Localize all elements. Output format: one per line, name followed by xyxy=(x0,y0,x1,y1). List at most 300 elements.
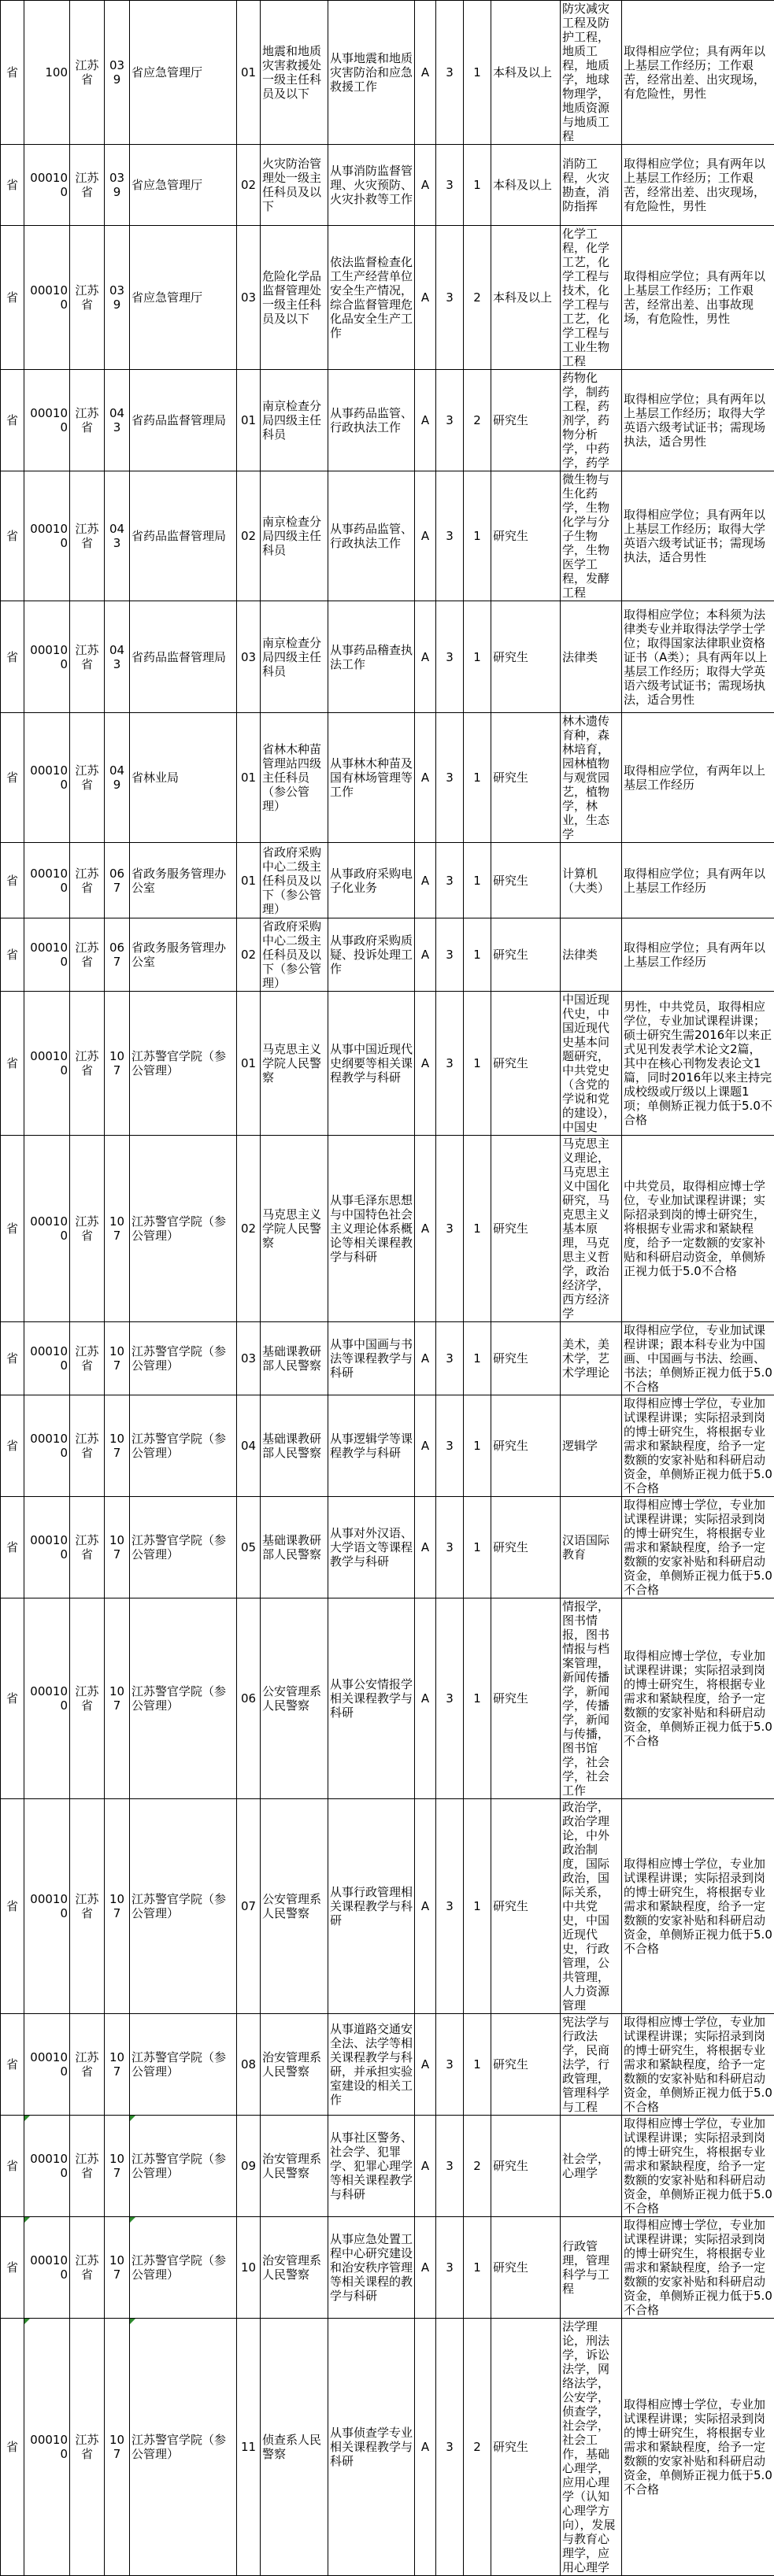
category-cell: A xyxy=(415,713,436,843)
ratio-cell: 3 xyxy=(436,918,464,992)
requirements-cell: 男性，中共党员，取得相应学位，专业加试课程讲课；硕士研究生需2016年以来正式见刊发表学术论文2篇，其中在核心刊物发表论文1篇，同时2016年以来主持完成校级或厅级以上课题1项；单侧矫正视力低于5.0不合格 xyxy=(622,992,774,1136)
position-code-cell: 02 xyxy=(237,145,261,226)
major-cell: 宪法学与行政法学，民商法学，行政管理，管理科学与工程 xyxy=(561,2014,622,2116)
unit-code-cell: 000100 xyxy=(24,1497,70,1598)
category-cell: A xyxy=(415,1395,436,1497)
position-code-cell: 05 xyxy=(237,1497,261,1598)
table-row xyxy=(1,918,774,992)
province-cell: 江苏省 xyxy=(70,1799,105,2014)
ratio-cell: 3 xyxy=(436,370,464,471)
unit-code-cell: 000100 xyxy=(24,918,70,992)
level-cell: 省 xyxy=(1,2116,24,2217)
major-cell: 马克思主义理论，马克思主义中国化研究，马克思主义基本原理，马克思主义哲学，政治经济学，西方经济学 xyxy=(561,1136,622,1322)
province-cell: 江苏省 xyxy=(70,2217,105,2319)
province-cell: 江苏省 xyxy=(70,2014,105,2116)
education-cell: 研究生 xyxy=(491,1322,561,1395)
position-code-cell: 06 xyxy=(237,1598,261,1799)
position-name-cell: 马克思主义学院人民警察 xyxy=(261,992,328,1136)
major-cell: 美术，美术学，艺术学理论 xyxy=(561,1322,622,1395)
education-cell: 研究生 xyxy=(491,471,561,601)
level-cell: 省 xyxy=(1,992,24,1136)
level-cell: 省 xyxy=(1,2319,24,2576)
headcount-cell: 1 xyxy=(464,992,491,1136)
duty-cell: 从事公安情报学相关课程教学与科研 xyxy=(328,1598,415,1799)
requirements-cell: 取得相应学位；具有两年以上基层工作经历；取得大学英语六级考试证书；需现场执法，适合男性 xyxy=(622,471,774,601)
major-cell: 行政管理，管理科学与工程 xyxy=(561,2217,622,2319)
unit-code-cell: 000100 xyxy=(24,145,70,226)
department-cell: 江苏警官学院（参公管理） xyxy=(130,1799,237,2014)
ratio-cell: 3 xyxy=(436,713,464,843)
duty-cell: 从事中国近现代史纲要等相关课程教学与科研 xyxy=(328,992,415,1136)
province-cell: 江苏省 xyxy=(70,2319,105,2576)
education-cell: 研究生 xyxy=(491,992,561,1136)
headcount-cell: 1 xyxy=(464,843,491,918)
dept-code-cell: 039 xyxy=(105,226,130,370)
duty-cell: 从事逻辑学等课程教学与科研 xyxy=(328,1395,415,1497)
dept-code-cell: 043 xyxy=(105,370,130,471)
dept-code-cell: 043 xyxy=(105,601,130,713)
position-code-cell: 04 xyxy=(237,1395,261,1497)
department-cell: 省林业局 xyxy=(130,713,237,843)
duty-cell: 从事行政管理相关课程教学与科研 xyxy=(328,1799,415,2014)
unit-code-cell: 000100 xyxy=(24,1395,70,1497)
province-cell: 江苏省 xyxy=(70,1322,105,1395)
duty-cell: 从事政府采购质疑、投诉处理工作 xyxy=(328,918,415,992)
headcount-cell: 1 xyxy=(464,2217,491,2319)
headcount-cell: 1 xyxy=(464,918,491,992)
ratio-cell: 3 xyxy=(436,1598,464,1799)
department-cell: 省应急管理厅 xyxy=(130,1,237,145)
table-row xyxy=(1,601,774,713)
dept-code-cell: 107 xyxy=(105,2014,130,2116)
duty-cell: 从事消防监督管理、火灾预防、火灾扑救等工作 xyxy=(328,145,415,226)
headcount-cell: 1 xyxy=(464,1136,491,1322)
requirements-cell: 取得相应博士学位，专业加试课程讲课；实际招录到岗的博士研究生，将根据专业需求和紧缺程度，给予一定数额的安家补贴和科研启动资金，单侧矫正视力低于5.0不合格 xyxy=(622,1497,774,1598)
duty-cell: 从事社区警务、社会学、犯罪学、犯罪心理学等相关课程教学与科研 xyxy=(328,2116,415,2217)
position-name-cell: 马克思主义学院人民警察 xyxy=(261,1136,328,1322)
duty-cell: 从事应急处置工程中心研究建设和治安秩序管理等相关课程的教学与科研 xyxy=(328,2217,415,2319)
category-cell: A xyxy=(415,2217,436,2319)
department-cell: 江苏警官学院（参公管理） xyxy=(130,2217,237,2319)
department-cell: 省政务服务管理办公室 xyxy=(130,918,237,992)
position-name-cell: 南京检查分局四级主任科员 xyxy=(261,471,328,601)
level-cell: 省 xyxy=(1,1799,24,2014)
position-code-cell: 02 xyxy=(237,918,261,992)
unit-code-cell: 100 xyxy=(24,1,70,145)
education-cell: 本科及以上 xyxy=(491,226,561,370)
position-name-cell: 危险化学品监督管理处一级主任科员及以下 xyxy=(261,226,328,370)
table-row xyxy=(1,2014,774,2116)
education-cell: 研究生 xyxy=(491,1136,561,1322)
unit-code-cell: 000100 xyxy=(24,370,70,471)
education-cell: 研究生 xyxy=(491,2014,561,2116)
table-row xyxy=(1,145,774,226)
ratio-cell: 3 xyxy=(436,1799,464,2014)
category-cell: A xyxy=(415,1497,436,1598)
category-cell: A xyxy=(415,1598,436,1799)
province-cell: 江苏省 xyxy=(70,226,105,370)
requirements-cell: 取得相应学位，专业加试课程讲课；跟本科专业为中国画、中国画与书法、绘画、书法；单侧矫正视力低于5.0不合格 xyxy=(622,1322,774,1395)
major-cell: 法律类 xyxy=(561,918,622,992)
department-cell: 江苏警官学院（参公管理） xyxy=(130,1322,237,1395)
dept-code-cell: 107 xyxy=(105,992,130,1136)
level-cell: 省 xyxy=(1,1395,24,1497)
headcount-cell: 1 xyxy=(464,1322,491,1395)
position-code-cell: 02 xyxy=(237,471,261,601)
level-cell: 省 xyxy=(1,370,24,471)
unit-code-cell: 000100 xyxy=(24,992,70,1136)
table-row xyxy=(1,1136,774,1322)
table-row xyxy=(1,2319,774,2576)
position-name-cell: 治安管理系人民警察 xyxy=(261,2014,328,2116)
headcount-cell: 1 xyxy=(464,713,491,843)
category-cell: A xyxy=(415,601,436,713)
table-row xyxy=(1,2217,774,2319)
ratio-cell: 3 xyxy=(436,992,464,1136)
requirements-cell: 取得相应学位；具有两年以上基层工作经历；工作艰苦，经常出差、出事故现场，有危险性，男性 xyxy=(622,226,774,370)
position-code-cell: 02 xyxy=(237,1136,261,1322)
unit-code-cell: 000100 xyxy=(24,1322,70,1395)
requirements-cell: 取得相应博士学位，专业加试课程讲课；实际招录到岗的博士研究生，将根据专业需求和紧缺程度，给予一定数额的安家补贴和科研启动资金，单侧矫正视力低于5.0不合格 xyxy=(622,2217,774,2319)
position-code-cell: 07 xyxy=(237,1799,261,2014)
dept-code-cell: 067 xyxy=(105,918,130,992)
unit-code-cell: 000100 xyxy=(24,1799,70,2014)
table-row xyxy=(1,471,774,601)
ratio-cell: 3 xyxy=(436,843,464,918)
department-cell: 省应急管理厅 xyxy=(130,145,237,226)
education-cell: 研究生 xyxy=(491,2217,561,2319)
position-name-cell: 省政府采购中心二级主任科员及以下（参公管理） xyxy=(261,918,328,992)
table-row xyxy=(1,370,774,471)
ratio-cell: 3 xyxy=(436,2319,464,2576)
duty-cell: 从事药品稽查执法工作 xyxy=(328,601,415,713)
department-cell: 省药品监督管理局 xyxy=(130,370,237,471)
department-cell: 江苏警官学院（参公管理） xyxy=(130,992,237,1136)
level-cell: 省 xyxy=(1,843,24,918)
dept-code-cell: 039 xyxy=(105,145,130,226)
education-cell: 研究生 xyxy=(491,713,561,843)
position-code-cell: 03 xyxy=(237,226,261,370)
position-name-cell: 侦查系人民警察 xyxy=(261,2319,328,2576)
unit-code-cell: 000100 xyxy=(24,601,70,713)
table-row xyxy=(1,1395,774,1497)
category-cell: A xyxy=(415,226,436,370)
province-cell: 江苏省 xyxy=(70,1598,105,1799)
major-cell: 中国近现代史，中国近现代史基本问题研究，中共党史（含党的学说和党的建设），中国史 xyxy=(561,992,622,1136)
table-row xyxy=(1,1799,774,2014)
ratio-cell: 3 xyxy=(436,1395,464,1497)
province-cell: 江苏省 xyxy=(70,843,105,918)
unit-code-cell: 000100 xyxy=(24,713,70,843)
requirements-cell: 取得相应博士学位，专业加试课程讲课；实际招录到岗的博士研究生，将根据专业需求和紧缺程度，给予一定数额的安家补贴和科研启动资金，单侧矫正视力低于5.0不合格 xyxy=(622,1598,774,1799)
dept-code-cell: 043 xyxy=(105,471,130,601)
unit-code-cell: 000100 xyxy=(24,2217,70,2319)
category-cell: A xyxy=(415,370,436,471)
position-code-cell: 01 xyxy=(237,370,261,471)
requirements-cell: 取得相应学位；本科须为法律类专业并取得法学学士学位；取得国家法律职业资格证书（A类）；具有两年以上基层工作经历；取得大学英语六级考试证书；需现场执法，适合男性 xyxy=(622,601,774,713)
major-cell: 政治学，政治学理论，中外政治制度，国际政治，国际关系，中共党史，中国近现代史，行政管理，公共管理，人力资源管理 xyxy=(561,1799,622,2014)
major-cell: 法学理论，刑法学，诉讼法学，网络法学，公安学，侦查学，社会学，社会工作，基础心理学，应用心理学（认知心理学方向），发展与教育心理学，应用心理学 xyxy=(561,2319,622,2576)
table-row xyxy=(1,1598,774,1799)
position-code-cell: 08 xyxy=(237,2014,261,2116)
dept-code-cell: 107 xyxy=(105,2319,130,2576)
province-cell: 江苏省 xyxy=(70,992,105,1136)
category-cell: A xyxy=(415,471,436,601)
position-name-cell: 南京检查分局四级主任科员 xyxy=(261,601,328,713)
duty-cell: 从事林木种苗及国有林场管理等工作 xyxy=(328,713,415,843)
major-cell: 汉语国际教育 xyxy=(561,1497,622,1598)
position-code-cell: 01 xyxy=(237,843,261,918)
dept-code-cell: 107 xyxy=(105,1497,130,1598)
major-cell: 情报学，图书情报，图书情报与档案管理，新闻传播学，新闻学，传播学，新闻与传播，图书馆学，社会学，社会工作 xyxy=(561,1598,622,1799)
category-cell: A xyxy=(415,1136,436,1322)
major-cell: 逻辑学 xyxy=(561,1395,622,1497)
major-cell: 药物化学，制药工程，药剂学，药物分析学，中药学，药学 xyxy=(561,370,622,471)
position-code-cell: 11 xyxy=(237,2319,261,2576)
education-cell: 研究生 xyxy=(491,1598,561,1799)
headcount-cell: 1 xyxy=(464,1395,491,1497)
province-cell: 江苏省 xyxy=(70,1,105,145)
level-cell: 省 xyxy=(1,1598,24,1799)
position-name-cell: 省政府采购中心二级主任科员及以下（参公管理） xyxy=(261,843,328,918)
province-cell: 江苏省 xyxy=(70,471,105,601)
table-row xyxy=(1,843,774,918)
position-name-cell: 南京检查分局四级主任科员 xyxy=(261,370,328,471)
department-cell: 江苏警官学院（参公管理） xyxy=(130,2014,237,2116)
requirements-cell: 取得相应博士学位，专业加试课程讲课；实际招录到岗的博士研究生，将根据专业需求和紧缺程度，给予一定数额的安家补贴和科研启动资金，单侧矫正视力低于5.0不合格 xyxy=(622,1395,774,1497)
position-name-cell: 地震和地质灾害救援处一级主任科员及以下 xyxy=(261,1,328,145)
position-name-cell: 公安管理系人民警察 xyxy=(261,1799,328,2014)
duty-cell: 从事地震和地质灾害防治和应急救援工作 xyxy=(328,1,415,145)
table-row xyxy=(1,1,774,145)
category-cell: A xyxy=(415,1322,436,1395)
dept-code-cell: 107 xyxy=(105,2217,130,2319)
education-cell: 研究生 xyxy=(491,2116,561,2217)
unit-code-cell: 000100 xyxy=(24,226,70,370)
ratio-cell: 3 xyxy=(436,2014,464,2116)
dept-code-cell: 067 xyxy=(105,843,130,918)
requirements-cell: 中共党员，取得相应博士学位，专业加试课程讲课；实际招录到岗的博士研究生，将根据专业需求和紧缺程度，给予一定数额的安家补贴和科研启动资金，单侧矫正视力低于5.0不合格 xyxy=(622,1136,774,1322)
unit-code-cell: 000100 xyxy=(24,843,70,918)
department-cell: 江苏警官学院（参公管理） xyxy=(130,1598,237,1799)
headcount-cell: 2 xyxy=(464,226,491,370)
headcount-cell: 1 xyxy=(464,1,491,145)
ratio-cell: 3 xyxy=(436,145,464,226)
level-cell: 省 xyxy=(1,1136,24,1322)
requirements-cell: 取得相应学位；具有两年以上基层工作经历；取得大学英语六级考试证书；需现场执法，适合男性 xyxy=(622,370,774,471)
category-cell: A xyxy=(415,2014,436,2116)
dept-code-cell: 107 xyxy=(105,1799,130,2014)
level-cell: 省 xyxy=(1,1322,24,1395)
unit-code-cell: 000100 xyxy=(24,1598,70,1799)
duty-cell: 从事药品监管、行政执法工作 xyxy=(328,370,415,471)
dept-code-cell: 039 xyxy=(105,1,130,145)
requirements-cell: 取得相应学位；具有两年以上基层工作经历；工作艰苦，经常出差、出灾现场，有危险性，男性 xyxy=(622,145,774,226)
ratio-cell: 3 xyxy=(436,1,464,145)
level-cell: 省 xyxy=(1,1,24,145)
headcount-cell: 2 xyxy=(464,370,491,471)
education-cell: 研究生 xyxy=(491,918,561,992)
province-cell: 江苏省 xyxy=(70,145,105,226)
education-cell: 研究生 xyxy=(491,843,561,918)
requirements-cell: 取得相应学位；具有两年以上基层工作经历 xyxy=(622,918,774,992)
province-cell: 江苏省 xyxy=(70,1136,105,1322)
headcount-cell: 1 xyxy=(464,1799,491,2014)
requirements-cell: 取得相应学位；具有两年以上基层工作经历；工作艰苦，经常出差、出灾现场，有危险性，男性 xyxy=(622,1,774,145)
headcount-cell: 1 xyxy=(464,145,491,226)
ratio-cell: 3 xyxy=(436,226,464,370)
headcount-cell: 1 xyxy=(464,1598,491,1799)
position-name-cell: 治安管理系人民警察 xyxy=(261,2116,328,2217)
position-code-cell: 03 xyxy=(237,1322,261,1395)
category-cell: A xyxy=(415,918,436,992)
position-name-cell: 火灾防治管理处一级主任科员及以下 xyxy=(261,145,328,226)
province-cell: 江苏省 xyxy=(70,1395,105,1497)
department-cell: 省药品监督管理局 xyxy=(130,601,237,713)
headcount-cell: 1 xyxy=(464,471,491,601)
education-cell: 研究生 xyxy=(491,601,561,713)
province-cell: 江苏省 xyxy=(70,1497,105,1598)
dept-code-cell: 107 xyxy=(105,1322,130,1395)
requirements-cell: 取得相应学位；具有两年以上基层工作经历 xyxy=(622,843,774,918)
table-row xyxy=(1,1497,774,1598)
table-row xyxy=(1,992,774,1136)
category-cell: A xyxy=(415,145,436,226)
category-cell: A xyxy=(415,843,436,918)
level-cell: 省 xyxy=(1,2014,24,2116)
major-cell: 消防工程，火灾勘查，消防指挥 xyxy=(561,145,622,226)
category-cell: A xyxy=(415,1,436,145)
requirements-cell: 取得相应博士学位，专业加试课程讲课；实际招录到岗的博士研究生，将根据专业需求和紧缺程度，给予一定数额的安家补贴和科研启动资金，单侧矫正视力低于5.0不合格 xyxy=(622,2014,774,2116)
department-cell: 江苏警官学院（参公管理） xyxy=(130,1497,237,1598)
major-cell: 法律类 xyxy=(561,601,622,713)
category-cell: A xyxy=(415,992,436,1136)
requirements-cell: 取得相应博士学位，专业加试课程讲课；实际招录到岗的博士研究生，将根据专业需求和紧缺程度，给予一定数额的安家补贴和科研启动资金，单侧矫正视力低于5.0不合格 xyxy=(622,2116,774,2217)
major-cell: 防灾减灾工程及防护工程，地质工程，地质学，地球物理学，地质资源与地质工程 xyxy=(561,1,622,145)
table-row xyxy=(1,1322,774,1395)
duty-cell: 从事道路交通安全法、法学等相关课程教学与科研，并承担实验室建设的相关工作 xyxy=(328,2014,415,2116)
position-name-cell: 基础课教研部人民警察 xyxy=(261,1322,328,1395)
level-cell: 省 xyxy=(1,471,24,601)
duty-cell: 从事侦查学专业相关课程教学与科研 xyxy=(328,2319,415,2576)
major-cell: 社会学，心理学 xyxy=(561,2116,622,2217)
position-code-cell: 09 xyxy=(237,2116,261,2217)
duty-cell: 从事政府采购电子化业务 xyxy=(328,843,415,918)
position-name-cell: 基础课教研部人民警察 xyxy=(261,1497,328,1598)
education-cell: 本科及以上 xyxy=(491,145,561,226)
unit-code-cell: 000100 xyxy=(24,471,70,601)
dept-code-cell: 107 xyxy=(105,2116,130,2217)
position-name-cell: 公安管理系人民警察 xyxy=(261,1598,328,1799)
department-cell: 江苏警官学院（参公管理） xyxy=(130,1136,237,1322)
major-cell: 化学工程，化学工艺，化学工程与技术，化学工程与工艺，化学工程与工业生物工程 xyxy=(561,226,622,370)
level-cell: 省 xyxy=(1,713,24,843)
table-row xyxy=(1,713,774,843)
education-cell: 研究生 xyxy=(491,370,561,471)
province-cell: 江苏省 xyxy=(70,370,105,471)
position-code-cell: 03 xyxy=(237,601,261,713)
education-cell: 研究生 xyxy=(491,2319,561,2576)
ratio-cell: 3 xyxy=(436,601,464,713)
headcount-cell: 1 xyxy=(464,2014,491,2116)
position-code-cell: 01 xyxy=(237,992,261,1136)
ratio-cell: 3 xyxy=(436,1497,464,1598)
duty-cell: 从事药品监管、行政执法工作 xyxy=(328,471,415,601)
position-code-cell: 10 xyxy=(237,2217,261,2319)
position-code-cell: 01 xyxy=(237,1,261,145)
major-cell: 林木遗传育种，森林培育，园林植物与观赏园艺，植物学，林业，生态学 xyxy=(561,713,622,843)
requirements-cell: 取得相应博士学位，专业加试课程讲课；实际招录到岗的博士研究生，将根据专业需求和紧缺程度，给予一定数额的安家补贴和科研启动资金，单侧矫正视力低于5.0不合格 xyxy=(622,2319,774,2576)
ratio-cell: 3 xyxy=(436,471,464,601)
ratio-cell: 3 xyxy=(436,2217,464,2319)
province-cell: 江苏省 xyxy=(70,601,105,713)
unit-code-cell: 000100 xyxy=(24,1136,70,1322)
ratio-cell: 3 xyxy=(436,2116,464,2217)
department-cell: 江苏警官学院（参公管理） xyxy=(130,2116,237,2217)
position-name-cell: 省林木种苗管理站四级主任科员（参公管理） xyxy=(261,713,328,843)
headcount-cell: 1 xyxy=(464,601,491,713)
level-cell: 省 xyxy=(1,918,24,992)
ratio-cell: 3 xyxy=(436,1136,464,1322)
table-row xyxy=(1,2116,774,2217)
level-cell: 省 xyxy=(1,2217,24,2319)
education-cell: 本科及以上 xyxy=(491,1,561,145)
department-cell: 江苏警官学院（参公管理） xyxy=(130,1395,237,1497)
position-name-cell: 治安管理系人民警察 xyxy=(261,2217,328,2319)
position-code-cell: 01 xyxy=(237,713,261,843)
education-cell: 研究生 xyxy=(491,1395,561,1497)
major-cell: 微生物与生化药学，生物化学与分子生物学，生物医学工程，发酵工程 xyxy=(561,471,622,601)
level-cell: 省 xyxy=(1,601,24,713)
category-cell: A xyxy=(415,1799,436,2014)
dept-code-cell: 049 xyxy=(105,713,130,843)
position-name-cell: 基础课教研部人民警察 xyxy=(261,1395,328,1497)
unit-code-cell: 000100 xyxy=(24,2116,70,2217)
requirements-cell: 取得相应博士学位，专业加试课程讲课；实际招录到岗的博士研究生，将根据专业需求和紧缺程度，给予一定数额的安家补贴和科研启动资金，单侧矫正视力低于5.0不合格 xyxy=(622,1799,774,2014)
department-cell: 省应急管理厅 xyxy=(130,226,237,370)
category-cell: A xyxy=(415,2319,436,2576)
level-cell: 省 xyxy=(1,1497,24,1598)
department-cell: 省药品监督管理局 xyxy=(130,471,237,601)
duty-cell: 从事毛泽东思想与中国特色社会主义理论体系概论等相关课程教学与科研 xyxy=(328,1136,415,1322)
unit-code-cell: 000100 xyxy=(24,2319,70,2576)
level-cell: 省 xyxy=(1,145,24,226)
headcount-cell: 2 xyxy=(464,2319,491,2576)
major-cell: 计算机（大类） xyxy=(561,843,622,918)
education-cell: 研究生 xyxy=(491,1497,561,1598)
province-cell: 江苏省 xyxy=(70,2116,105,2217)
dept-code-cell: 107 xyxy=(105,1136,130,1322)
duty-cell: 从事中国画与书法等课程教学与科研 xyxy=(328,1322,415,1395)
level-cell: 省 xyxy=(1,226,24,370)
dept-code-cell: 107 xyxy=(105,1395,130,1497)
education-cell: 研究生 xyxy=(491,1799,561,2014)
province-cell: 江苏省 xyxy=(70,713,105,843)
headcount-cell: 1 xyxy=(464,1497,491,1598)
category-cell: A xyxy=(415,2116,436,2217)
unit-code-cell: 000100 xyxy=(24,2014,70,2116)
department-cell: 江苏警官学院（参公管理） xyxy=(130,2319,237,2576)
province-cell: 江苏省 xyxy=(70,918,105,992)
duty-cell: 从事对外汉语、大学语文等课程教学与科研 xyxy=(328,1497,415,1598)
dept-code-cell: 107 xyxy=(105,1598,130,1799)
headcount-cell: 2 xyxy=(464,2116,491,2217)
table-row xyxy=(1,226,774,370)
department-cell: 省政务服务管理办公室 xyxy=(130,843,237,918)
duty-cell: 依法监督检查化工生产经营单位安全生产情况，综合监督管理危化品安全生产工作 xyxy=(328,226,415,370)
requirements-cell: 取得相应学位，有两年以上基层工作经历 xyxy=(622,713,774,843)
ratio-cell: 3 xyxy=(436,1322,464,1395)
